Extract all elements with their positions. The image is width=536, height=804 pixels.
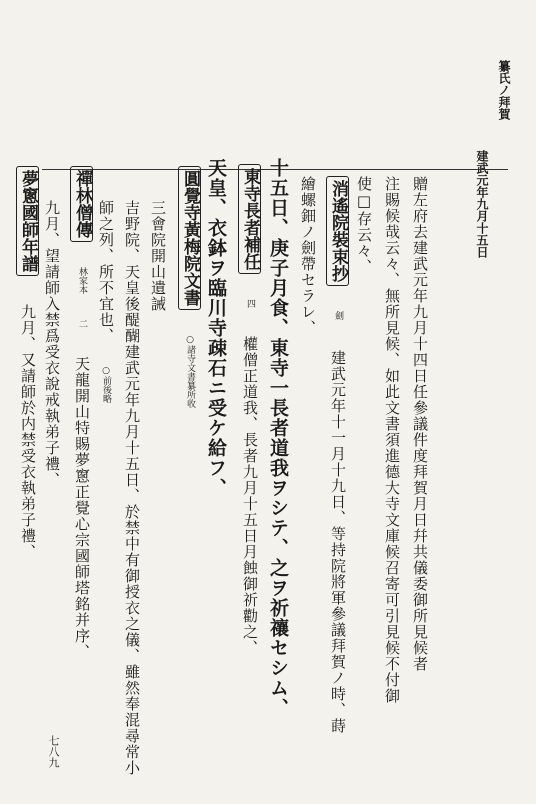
- source-title: 禪林僧傳: [70, 166, 93, 242]
- text-column-11: 師之列、所不宜也、: [97, 200, 115, 344]
- source-entry-1: [326, 176, 349, 734]
- text-column-11-group: [98, 200, 114, 406]
- text-column-5: 繪螺鈿ノ劍帶セラレ、: [299, 176, 317, 336]
- text-column-13: 九月、望請師入禁爲受衣說戒執弟子禮、: [43, 200, 61, 488]
- source-entry-3: [178, 166, 201, 411]
- text-column-3: 使□存云々、: [355, 176, 373, 275]
- text-column-9: 三會院開山遺誡: [149, 200, 167, 312]
- text-column-14: 九月、又請師於内禁受衣執弟子禮、: [19, 304, 37, 560]
- source-entry-5: [16, 166, 39, 560]
- text-column-10: 吉野院、天皇後醍醐建武元年九月十五日、於禁中有御授衣之儀、雖然奉混尋常小: [123, 200, 141, 776]
- text-column-7: 權僧正道我、長者九月十五日月蝕御祈勸之、: [241, 336, 259, 656]
- text-column-1: 贈左府去建武元年九月十四日任參議件度拜賀月日幷共儀委御所見候者: [411, 176, 429, 672]
- source-note: 四: [245, 299, 255, 308]
- source-note: 林家本: [77, 267, 87, 294]
- text-column-6: 十五日、庚子月食、東寺一長者道我ヲシテ、之ヲ祈禳セシム、: [267, 158, 289, 718]
- source-entry-2: [238, 164, 261, 656]
- running-title: 纂氏ノ拜賀: [497, 60, 511, 120]
- source-title: 東寺長者補任: [238, 164, 261, 274]
- text-column-8: 天皇、衣鉢ヲ臨川寺疎石ニ受ケ給フ、: [205, 158, 227, 498]
- text-column-12: 天龍開山特賜夢窻正覺心宗國師塔銘并序、: [73, 356, 91, 660]
- source-title: 圓覺寺黃梅院文書: [178, 166, 201, 310]
- page-number: 七八九: [47, 735, 60, 768]
- source-note: 二: [77, 319, 87, 328]
- source-note: ○前後略: [101, 366, 111, 403]
- source-note: 劍: [333, 311, 343, 320]
- source-title: 夢窻國師年譜: [16, 166, 39, 276]
- source-title: 消遙院裝束抄: [326, 176, 349, 286]
- text-column-4: 建武元年十一月十九日、等持院將軍參議拜賀ノ時、蒔: [329, 350, 347, 734]
- text-column-2: 注賜候哉云々、無所見候、如此文書須進德大寺文庫候召寄可引見候不付御: [383, 176, 401, 704]
- margin-date: 建武元年九月十五日: [475, 150, 489, 258]
- source-entry-4: [70, 166, 93, 660]
- source-note: ○諸寺文書纂所收: [185, 335, 195, 408]
